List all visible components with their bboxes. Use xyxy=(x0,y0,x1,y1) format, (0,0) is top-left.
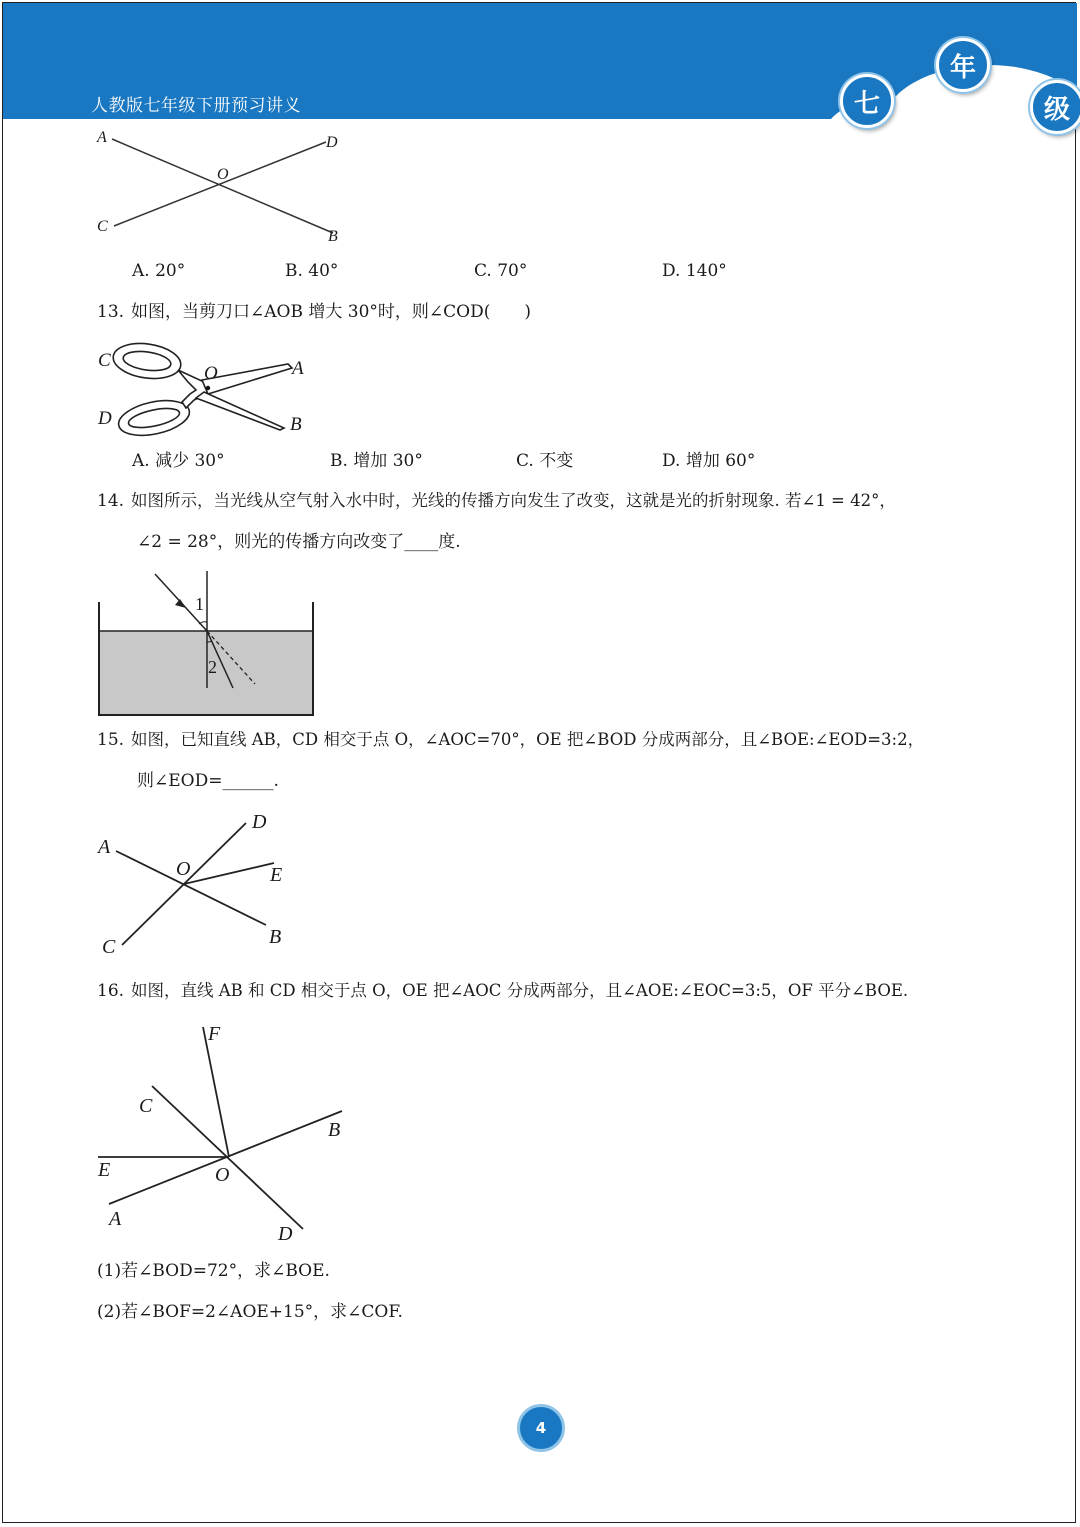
q13-option-b: B. 增加 30° xyxy=(330,451,423,471)
header-title: 人教版七年级下册预习讲义 xyxy=(91,96,301,116)
label-angle-1: 1 xyxy=(195,594,204,614)
q12-option-c: C. 70° xyxy=(474,261,528,281)
q13-number: 13. xyxy=(97,302,125,322)
q13-stem: 如图，当剪刀口∠AOB 增大 30°时，则∠COD( ) xyxy=(131,302,531,322)
q15-line1: 如图，已知直线 AB，CD 相交于点 O，∠AOC=70°，OE 把∠BOD 分成两部分，且∠BOE:∠EOD=3:2， xyxy=(131,730,925,749)
header xyxy=(3,3,1077,119)
q15-number: 15. xyxy=(97,730,125,750)
q15-figure xyxy=(92,805,302,960)
label-c: C xyxy=(97,218,108,235)
q16-figure xyxy=(92,1018,357,1248)
q12-option-b: B. 40° xyxy=(285,261,339,281)
label-d: D xyxy=(278,1223,293,1245)
label-d: D xyxy=(252,811,267,833)
label-o: O xyxy=(204,363,218,384)
label-d: D xyxy=(326,134,338,151)
label-a: A xyxy=(97,129,107,146)
q13-option-c: C. 不变 xyxy=(516,451,574,471)
q16-number: 16. xyxy=(97,981,125,1001)
grade-badge-year: 年 xyxy=(936,38,990,92)
label-d: D xyxy=(98,408,112,429)
q14-line1: 如图所示，当光线从空气射入水中时，光线的传播方向发生了改变，这就是光的折射现象. 若∠1 = 42°， xyxy=(131,491,896,510)
ray-oe xyxy=(184,863,274,884)
label-b: B xyxy=(328,228,338,245)
pivot-o xyxy=(206,386,210,390)
grade-badge-seven: 七 xyxy=(840,74,894,128)
angle-1-arc xyxy=(199,622,207,624)
label-e: E xyxy=(270,864,283,886)
label-b: B xyxy=(269,926,282,948)
scissors-blade-b xyxy=(196,392,284,430)
refraction-figure xyxy=(92,566,322,720)
page-number: 4 xyxy=(517,1404,565,1452)
label-b: B xyxy=(290,414,302,435)
q15-line2: 则∠EOD=______. xyxy=(137,771,279,791)
q13-option-a: A. 减少 30° xyxy=(132,451,225,471)
label-c: C xyxy=(102,936,116,958)
q16-part1: (1)若∠BOD=72°，求∠BOE. xyxy=(97,1261,330,1281)
label-o: O xyxy=(176,858,191,880)
label-o: O xyxy=(217,166,229,183)
q12-figure xyxy=(90,122,360,252)
label-o: O xyxy=(215,1164,230,1186)
label-e: E xyxy=(98,1159,111,1181)
label-a: A xyxy=(292,358,304,379)
line-ab xyxy=(116,851,266,925)
label-c: C xyxy=(139,1095,153,1117)
line-cd xyxy=(114,142,326,226)
label-c: C xyxy=(98,350,111,371)
q13-option-d: D. 增加 60° xyxy=(662,451,756,471)
q16-stem: 如图，直线 AB 和 CD 相交于点 O，OE 把∠AOC 分成两部分，且∠AOE:∠EOC=3:5，OF 平分∠BOE. xyxy=(131,981,909,1000)
scissors-figure xyxy=(92,336,322,440)
grade-badge-level: 级 xyxy=(1030,80,1080,134)
label-f: F xyxy=(208,1023,221,1045)
label-b: B xyxy=(328,1119,341,1141)
arrow-icon xyxy=(175,599,186,608)
q14-number: 14. xyxy=(97,491,125,511)
q16-part2: (2)若∠BOF=2∠AOE+15°，求∠COF. xyxy=(97,1302,403,1322)
q12-option-d: D. 140° xyxy=(662,261,727,281)
q14-line2: ∠2 = 28°，则光的传播方向改变了____度. xyxy=(137,532,461,552)
label-angle-2: 2 xyxy=(208,657,217,677)
q12-option-a: A. 20° xyxy=(132,261,186,281)
label-a: A xyxy=(98,836,111,858)
water xyxy=(99,631,313,715)
label-a: A xyxy=(109,1208,122,1230)
